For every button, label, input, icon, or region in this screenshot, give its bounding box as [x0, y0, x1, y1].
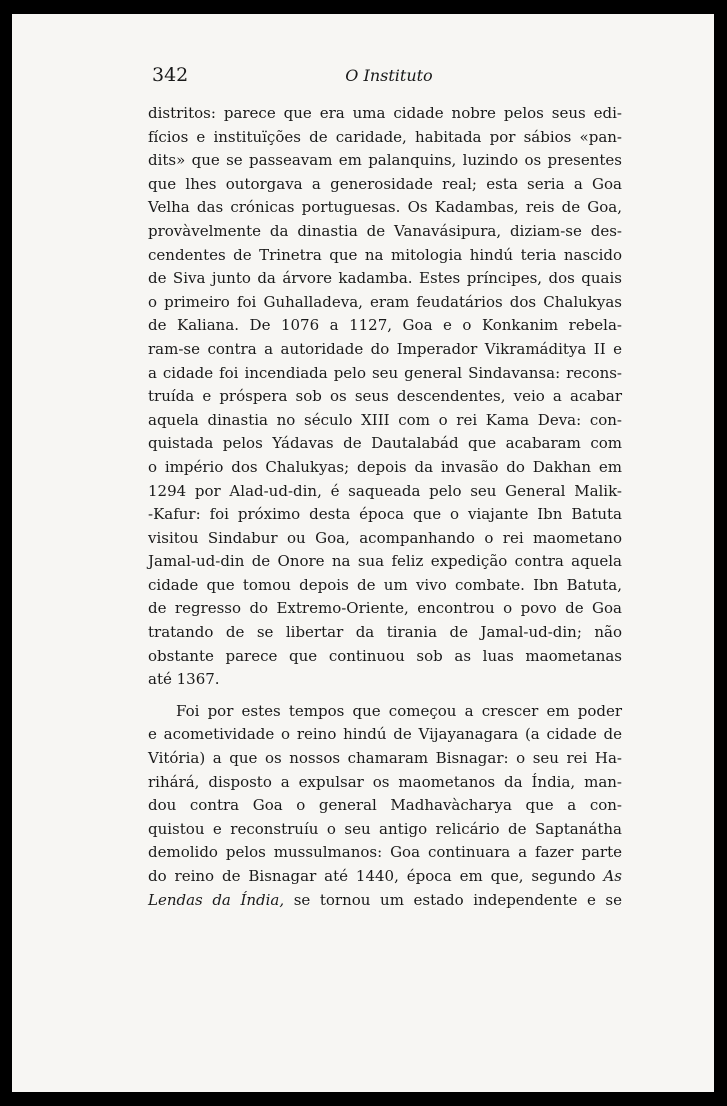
text-line: de Siva junto da árvore kadamba. Estes príncipes, dos quais — [148, 269, 622, 288]
text-line: visitou Sindabur ou Goa, acompanhando o rei maometano — [148, 528, 622, 547]
text-line: provàvelmente da dinastia de Vanavásipura, diziam-se des- — [148, 221, 622, 240]
text-line: ram-se contra a autoridade do Imperador Vikramáditya II e — [148, 339, 622, 358]
text-line: demolido pelos mussulmanos: Goa continuara a fazer parte — [148, 843, 622, 862]
page-header — [152, 64, 626, 94]
text-line: Lendas da Índia, se tornou um estado independente e se — [148, 890, 622, 909]
text-line: obstante parece que continuou sob as luas maometanas — [148, 646, 622, 665]
text-line: distritos: parece que era uma cidade nobre pelos seus edi- — [148, 104, 622, 122]
text-line: do reino de Bisnagar até 1440, época em que, segundo As — [148, 867, 622, 885]
paragraph-2 — [148, 700, 622, 912]
text-line: quistou e reconstruíu o seu antigo relicário de Saptanátha — [148, 819, 622, 838]
text-line: cendentes de Trinetra que na mitologia hindú teria nascido — [148, 245, 622, 264]
text-line: a cidade foi incendiada pelo seu general Sindavansa: recons- — [148, 363, 622, 382]
text-line: o império dos Chalukyas; depois da invasão do Dakhan em — [148, 457, 622, 476]
text-line: cidade que tomou depois de um vivo combate. Ibn Batuta, — [148, 575, 622, 594]
paragraph-1 — [148, 102, 622, 692]
text-line: de regresso do Extremo-Oriente, encontrou o povo de Goa — [148, 599, 622, 618]
text-line: Vitória) a que os nossos chamaram Bisnagar: o seu rei Ha- — [148, 749, 622, 768]
text-line: de Kaliana. De 1076 a 1127, Goa e o Konkanim rebela- — [148, 316, 622, 335]
text-line: dits» que se passeavam em palanquins, luzindo os presentes — [148, 151, 622, 170]
text-line: Foi por estes tempos que começou a crescer em poder — [176, 701, 622, 720]
text-line: que lhes outorgava a generosidade real; esta seria a Goa — [148, 174, 622, 193]
text-line: aquela dinastia no século XIII com o rei Kama Deva: con- — [148, 410, 622, 429]
text-line: o primeiro foi Guhalladeva, eram feudatários dos Chalukyas — [148, 292, 622, 311]
text-line: Velha das crónicas portuguesas. Os Kadambas, reis de Goa, — [148, 198, 622, 217]
body-text — [148, 102, 622, 912]
text-line: quistada pelos Yádavas de Dautalabád que acabaram com — [148, 434, 622, 453]
text-line: dou contra Goa o general Madhavàcharya que a con- — [148, 796, 622, 815]
text-line: até 1367. — [148, 670, 220, 689]
text-line: tratando de se libertar da tirania de Jamal-ud-din; não — [148, 623, 622, 642]
italic-title-fragment: As — [603, 867, 622, 885]
running-title: O Instituto — [345, 66, 433, 85]
page-number: 342 — [152, 64, 189, 86]
text-line: -Kafur: foi próximo desta época que o viajante Ibn Batuta — [148, 505, 622, 524]
text-line: Jamal-ud-din de Onore na sua feliz expedição contra aquela — [148, 552, 622, 571]
text-line: e acometividade o reino hindú de Vijayanagara (a cidade de — [148, 725, 622, 744]
text-line: rihárá, disposto a expulsar os maometanos da Índia, man- — [148, 772, 622, 791]
text-line: 1294 por Alad-ud-din, é saqueada pelo seu General Malik- — [148, 481, 622, 500]
text-line: fícios e instituïções de caridade, habitada por sábios «pan- — [148, 127, 622, 146]
italic-book-title: Lendas da Índia, — [148, 890, 285, 909]
book-page — [12, 14, 714, 1092]
text-line: truída e próspera sob os seus descendentes, veio a acabar — [148, 387, 622, 406]
